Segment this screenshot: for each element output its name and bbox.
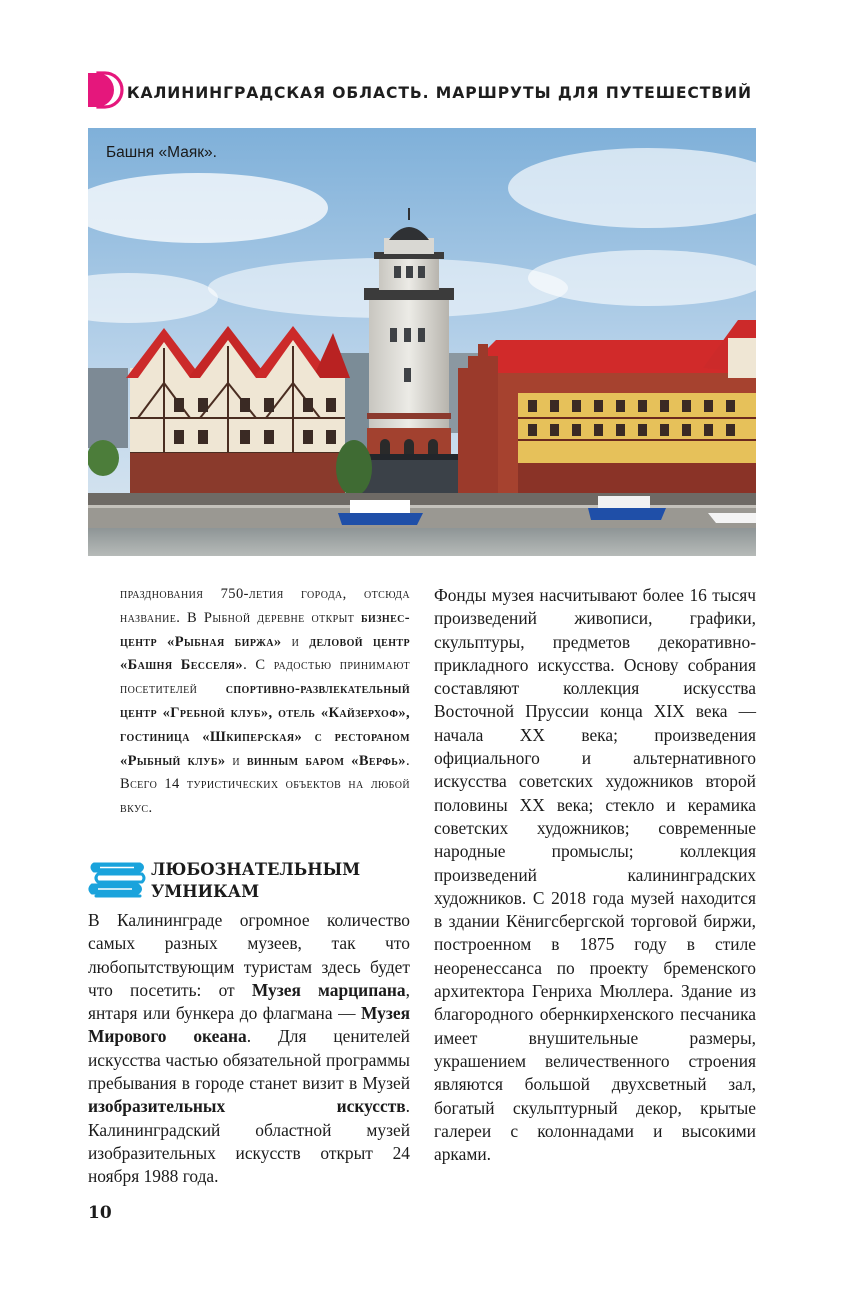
section-logo-icon xyxy=(88,70,128,110)
text-run: , янтаря или бункера до флагмана — xyxy=(88,979,410,1024)
text-run: и xyxy=(281,633,310,650)
callout-heading xyxy=(88,858,410,904)
bold-run: бизнес-центр «Рыбная биржа» xyxy=(120,609,410,650)
text-run: . Калининградский областной музей изобразительных искусств открыт 24 ноября 1988 года. xyxy=(88,1096,410,1187)
photo-lighthouse-tower xyxy=(88,128,756,556)
bold-run: спортивно-развлекательный центр «Гребной клуб», отель «Кайзерхоф», гостиница «Шкиперская» с рестораном «Рыбный клуб» xyxy=(120,681,410,769)
text-run: . Всего 14 туристических объектов на любой вкус. xyxy=(120,752,410,817)
collection-paragraph: Фонды музея насчитывают более 16 тысяч произведений живописи, графики, скульптуры, предметов декоративно-прикладного искусства. Основу собрания составляют коллекция искусства Восточной Пруссии конца XIX века — начала XX века; произведения официального и альтернативного искусства советских художников второй половины XX века; стекло и керамика советских художников; современные народные промыслы; коллекция произведений калининградских художников. С 2018 года музей находится в здании Кёнигсбергской торговой биржи, построенном в 1875 году в стиле неоренессанса по проекту бременского архитектора Генриха Мюллера. Здание из благородного обернкирхенского песчаника имеет внушительные размеры, украшением величественного строения являются большой двухсветный зал, богатый скульптурный декор, крытые галереи с колоннадами и высокими арками. xyxy=(434,585,756,1165)
bold-run: винным баром «Верфь» xyxy=(246,752,406,769)
text-run: и xyxy=(225,752,247,769)
page-number: 10 xyxy=(88,1203,112,1223)
left-column-intro xyxy=(120,583,410,821)
museum-name: Музея марципана xyxy=(251,979,406,1000)
fishing-village-paragraph xyxy=(120,583,410,821)
text-run: В Калининграде огромное количество самых разных музеев, так что любопытствующим туристам здесь будет что посетить: от xyxy=(88,910,410,1000)
museums-paragraph xyxy=(88,909,410,1189)
bold-run: деловой центр «Башня Бесселя» xyxy=(120,633,410,674)
photo-illustration xyxy=(88,128,756,556)
left-column-main xyxy=(88,909,410,1189)
callout-title: ЛЮБОЗНАТЕЛЬНЫМ УМНИКАМ xyxy=(151,860,361,901)
text-run: . Для ценителей искусства частью обязательной программы пребывания в городе станет визит в Музей xyxy=(88,1026,410,1094)
text-run: . С радостью принимают посетителей xyxy=(120,657,411,698)
books-icon xyxy=(88,858,148,902)
running-head: КАЛИНИНГРАДСКАЯ ОБЛАСТЬ. МАРШРУТЫ ДЛЯ ПУТЕШЕСТВИЙ xyxy=(126,84,752,102)
photo-caption: Башня «Маяк». xyxy=(106,144,217,161)
museum-name: Музея Мирового океана xyxy=(88,1003,410,1047)
text-run: празднования 750-летия города, отсюда название. В Рыбной деревне открыт xyxy=(120,586,410,626)
museum-name: изобразительных искусств xyxy=(88,1096,406,1117)
right-column-main xyxy=(434,584,756,1166)
